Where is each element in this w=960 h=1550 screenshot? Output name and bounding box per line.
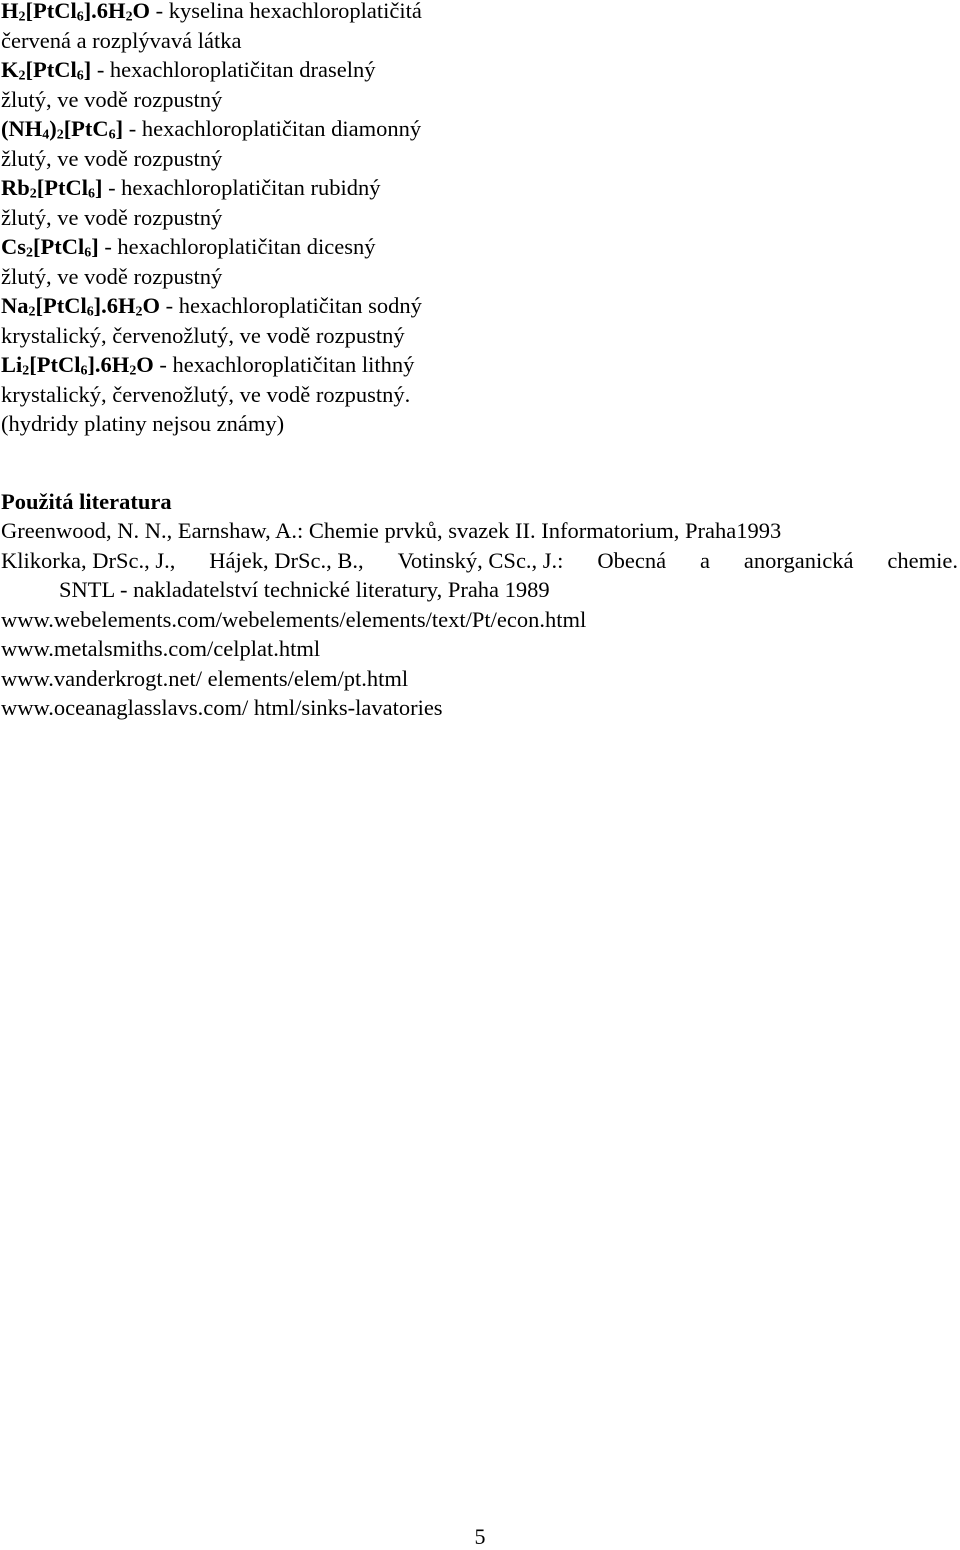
literature-heading: Použitá literatura [1, 488, 172, 514]
reference-klikorka-part: chemie. [887, 547, 958, 573]
formula-subscript: 6 [86, 304, 94, 320]
reference-link[interactable]: www.metalsmiths.com/celplat.html [1, 636, 321, 661]
page-number: 5 [474, 1524, 486, 1549]
formula-subscript: 4 [42, 127, 50, 143]
formula-subscript: 2 [135, 304, 143, 320]
formula-part: ] [94, 175, 103, 200]
compound-formula [1, 175, 102, 200]
reference-link[interactable]: www.oceanaglasslavs.com/ html/sinks-lavatories [1, 695, 443, 720]
formula-part: Cs [1, 234, 27, 259]
compound-name: - hexachloroplatičitan rubidný [102, 175, 381, 200]
formula-part: Rb [1, 175, 30, 200]
compound-name: - hexachloroplatičitan sodný [160, 293, 422, 318]
formula-part: O [136, 352, 154, 377]
formula-subscript: 6 [76, 68, 84, 84]
formula-part: ].6H [83, 0, 126, 23]
formula-part: H [1, 0, 19, 23]
compound-entry [1, 291, 959, 321]
compound-formula [1, 352, 154, 377]
compound-name: - hexachloroplatičitan lithný [153, 352, 415, 377]
formula-subscript: 2 [18, 68, 26, 84]
reference-klikorka-part: Obecná [597, 547, 667, 573]
formula-part: Li [1, 352, 23, 377]
formula-part: [PtCl [36, 175, 88, 200]
formula-subscript: 6 [80, 363, 88, 379]
reference-klikorka-part: Hájek, DrSc., B., [209, 547, 364, 573]
hydride-note: (hydridy platiny nejsou známy) [1, 411, 285, 436]
formula-subscript: 2 [129, 363, 137, 379]
formula-part: Na [1, 293, 29, 318]
formula-part: [PtC [63, 116, 109, 141]
reference-klikorka-part: Votinský, CSc., J.: [397, 547, 564, 573]
compound-entry [1, 232, 959, 262]
formula-part: [PtCl [29, 352, 81, 377]
literature-section [1, 487, 959, 723]
formula-subscript: 6 [76, 9, 84, 25]
formula-subscript: 2 [29, 186, 37, 202]
reference-klikorka [1, 546, 958, 576]
compound-description: žlutý, ve vodě rozpustný [1, 145, 223, 171]
compound-description: žlutý, ve vodě rozpustný [1, 263, 223, 289]
formula-part: [PtCl [25, 57, 77, 82]
compound-name: - kyselina hexachloroplatičitá [150, 0, 422, 23]
compound-entry [1, 350, 959, 380]
formula-subscript: 2 [22, 363, 30, 379]
formula-part: [PtCl [25, 0, 77, 23]
reference-klikorka-part: a [700, 547, 710, 573]
reference-klikorka-part: anorganická [743, 547, 854, 573]
reference-greenwood: Greenwood, N. N., Earnshaw, A.: Chemie prvků, svazek II. Informatorium, Praha1993 [1, 518, 782, 543]
compound-entry [1, 114, 959, 144]
compound-list [1, 0, 959, 409]
formula-part: [PtCl [32, 234, 85, 259]
reference-klikorka-part: Klikorka, DrSc., J., [1, 547, 176, 573]
formula-part: (NH [1, 116, 43, 141]
formula-subscript: 2 [56, 127, 64, 143]
reference-link[interactable]: www.vanderkrogt.net/ elements/elem/pt.html [1, 665, 409, 691]
formula-subscript: 2 [26, 245, 33, 261]
formula-part: ] [115, 116, 124, 141]
formula-subscript: 2 [18, 9, 26, 25]
compound-description: žlutý, ve vodě rozpustný [1, 204, 223, 230]
formula-part: ] [91, 234, 99, 259]
formula-part: K [1, 57, 19, 82]
formula-part: ].6H [93, 293, 136, 318]
formula-part: [PtCl [35, 293, 87, 318]
compound-formula [1, 293, 160, 318]
compound-entry [1, 173, 959, 203]
compound-name: - hexachloroplatičitan dicesný [98, 234, 376, 259]
compound-description: krystalický, červenožlutý, ve vodě rozpustný [1, 322, 405, 348]
page-content [1, 0, 959, 723]
section-spacer [1, 439, 959, 487]
compound-formula [1, 0, 150, 23]
formula-subscript: 2 [28, 304, 36, 320]
reference-klikorka-publisher: SNTL - nakladatelství technické literatury, Praha 1989 [59, 577, 550, 602]
compound-description: červená a rozplývavá látka [1, 27, 242, 53]
compound-name: - hexachloroplatičitan diamonný [123, 116, 422, 141]
formula-part: O [132, 0, 151, 23]
formula-subscript: 6 [84, 245, 92, 261]
formula-part: ) [49, 116, 57, 141]
formula-subscript: 6 [108, 127, 116, 143]
compound-name: - hexachloroplatičitan draselný [91, 57, 376, 82]
compound-description: žlutý, ve vodě rozpustný [1, 86, 223, 112]
formula-subscript: 6 [87, 186, 95, 202]
formula-part: ].6H [87, 352, 130, 377]
compound-entry [1, 0, 959, 26]
reference-link[interactable]: www.webelements.com/webelements/elements/text/Pt/econ.html [1, 606, 587, 632]
formula-part: O [142, 293, 161, 318]
compound-formula [1, 234, 99, 259]
compound-description: krystalický, červenožlutý, ve vodě rozpustný. [1, 381, 411, 407]
compound-formula [1, 116, 123, 141]
compound-entry [1, 55, 959, 85]
formula-part: ] [83, 57, 92, 82]
formula-subscript: 2 [125, 9, 133, 25]
compound-formula [1, 57, 91, 82]
